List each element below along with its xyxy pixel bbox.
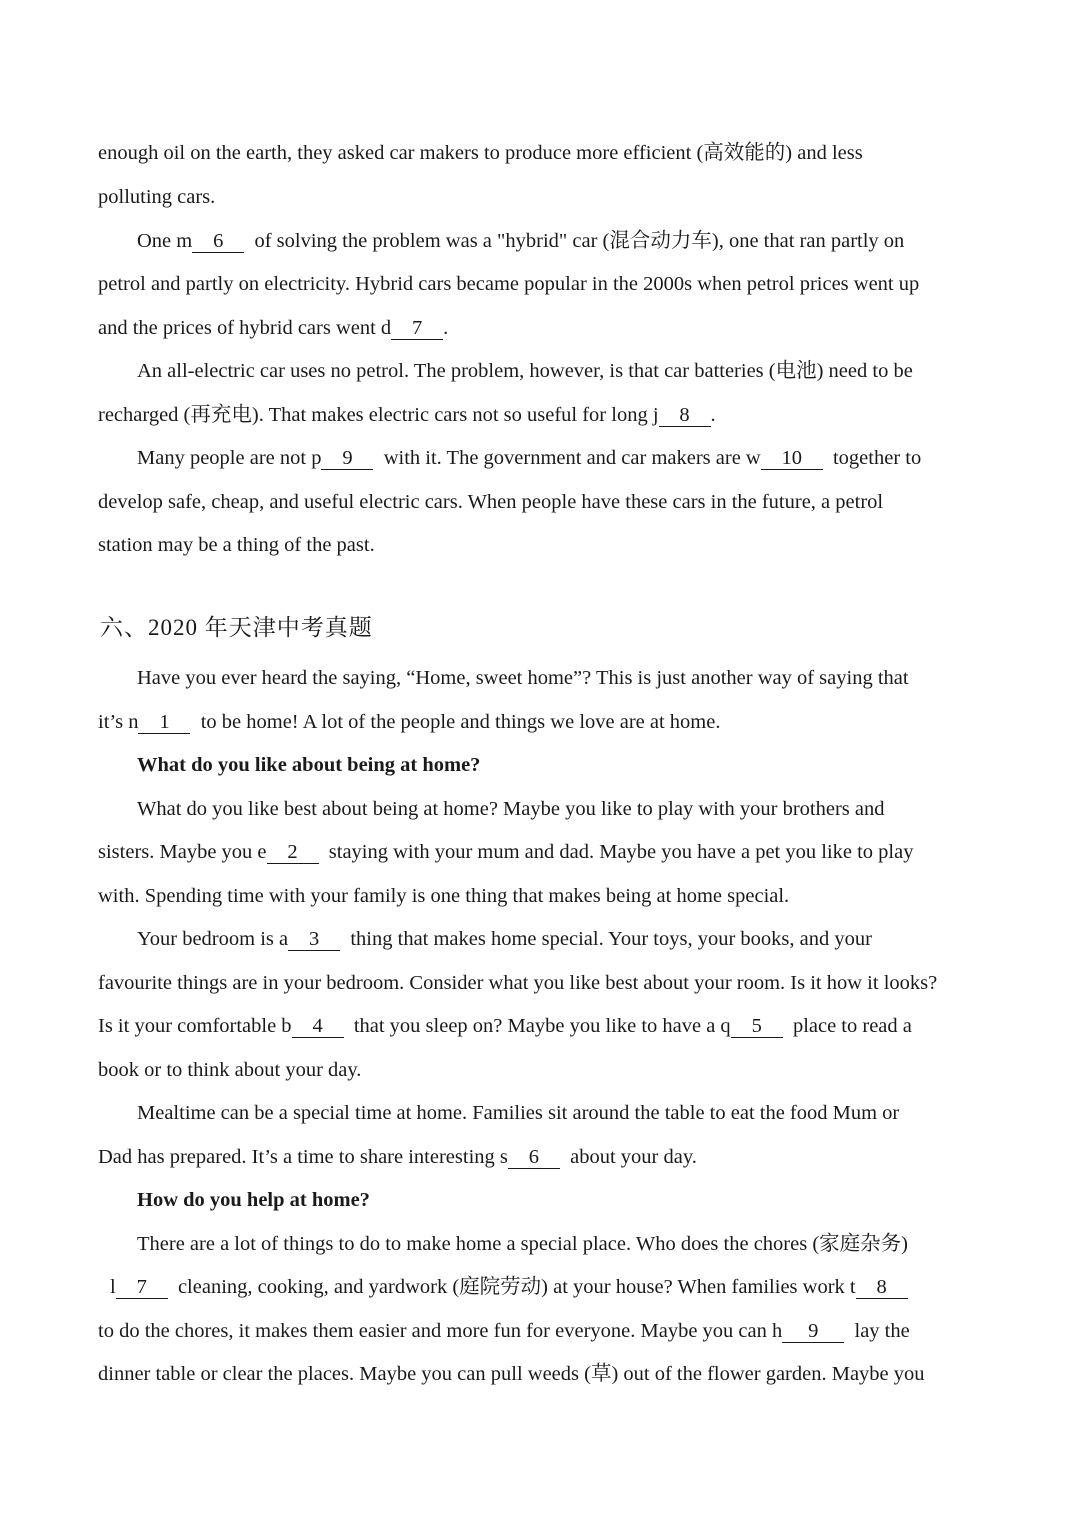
text-segment: One m	[137, 230, 193, 252]
text-segment: about your day.	[570, 1146, 697, 1168]
blank-9: 9	[782, 1320, 844, 1343]
text-line: station may be a thing of the past.	[98, 534, 375, 556]
blank-7: 7	[391, 317, 443, 340]
text-line: Mealtime can be a special time at home. Families sit around the table to eat the food Mum or	[137, 1102, 900, 1124]
text-line: petrol and partly on electricity. Hybrid cars became popular in the 2000s when petrol prices went up	[98, 273, 920, 295]
text-line	[98, 402, 716, 428]
text-line: develop safe, cheap, and useful electric cars. When people have these cars in the future, a petrol	[98, 491, 884, 513]
text-segment: that you sleep on? Maybe you like to have a q	[353, 1015, 731, 1037]
text-segment: sisters. Maybe you e	[98, 841, 267, 863]
text-segment: lay the	[854, 1320, 910, 1342]
text-segment: .	[443, 317, 449, 339]
text-line: favourite things are in your bedroom. Consider what you like best about your room. Is it how it looks?	[98, 972, 938, 994]
text-line: An all-electric car uses no petrol. The problem, however, is that car batteries (电池) need to be	[137, 360, 913, 382]
text-line	[98, 839, 913, 865]
text-segment: Dad has prepared. It’s a time to share interesting s	[98, 1146, 508, 1168]
blank-4: 4	[292, 1015, 344, 1038]
text-segment: of solving the problem was a "hybrid" car (混合动力车), one that ran partly on	[254, 230, 905, 252]
text-line: There are a lot of things to do to make home a special place. Who does the chores (家庭杂务)	[137, 1233, 908, 1255]
text-line: book or to think about your day.	[98, 1059, 362, 1081]
text-line: What do you like best about being at home? Maybe you like to play with your brothers and	[137, 798, 885, 820]
text-segment: cleaning, cooking, and yardwork (庭院劳动) at your house? When families work t	[177, 1276, 856, 1298]
section-heading: 六、2020 年天津中考真题	[100, 615, 373, 640]
text-line	[137, 445, 921, 471]
text-line: enough oil on the earth, they asked car makers to produce more efficient (高效能的) and less	[98, 142, 863, 164]
blank-10: 10	[761, 447, 823, 470]
text-line	[137, 228, 904, 254]
text-segment: to do the chores, it makes them easier and more fun for everyone. Maybe you can h	[98, 1320, 783, 1342]
text-segment: to be home! A lot of the people and things we love are at home.	[200, 711, 721, 733]
text-line	[98, 1144, 697, 1170]
text-segment: Many people are not p	[137, 447, 322, 469]
text-segment: Your bedroom is a	[137, 928, 289, 950]
blank-6: 6	[192, 230, 244, 253]
text-segment: Is it your comfortable b	[98, 1015, 292, 1037]
text-line	[110, 1274, 908, 1300]
text-segment: .	[710, 404, 716, 426]
text-line: dinner table or clear the places. Maybe you can pull weeds (草) out of the flower garden. Maybe you	[98, 1363, 925, 1385]
blank-7: 7	[116, 1276, 168, 1299]
blank-1: 1	[138, 711, 190, 734]
text-line	[98, 1318, 910, 1344]
blank-6: 6	[508, 1146, 560, 1169]
text-line: polluting cars.	[98, 186, 216, 208]
text-segment: it’s n	[98, 711, 139, 733]
blank-9: 9	[321, 447, 373, 470]
blank-2: 2	[267, 841, 319, 864]
text-segment: thing that makes home special. Your toys, your books, and your	[350, 928, 872, 950]
blank-5: 5	[731, 1015, 783, 1038]
subheading: How do you help at home?	[137, 1189, 370, 1211]
text-line	[98, 709, 720, 735]
text-line: Have you ever heard the saying, “Home, sweet home”? This is just another way of saying that	[137, 667, 909, 689]
blank-3: 3	[288, 928, 340, 951]
text-segment: and the prices of hybrid cars went d	[98, 317, 392, 339]
text-segment: with it. The government and car makers are w	[383, 447, 761, 469]
text-segment: l	[110, 1276, 116, 1298]
text-line	[98, 1013, 912, 1039]
subheading: What do you like about being at home?	[137, 754, 481, 776]
text-segment: staying with your mum and dad. Maybe you have a pet you like to play	[328, 841, 914, 863]
text-segment: recharged (再充电). That makes electric cars not so useful for long j	[98, 404, 659, 426]
text-segment: together to	[832, 447, 922, 469]
text-line	[98, 315, 448, 341]
blank-8: 8	[856, 1276, 908, 1299]
text-segment: place to read a	[792, 1015, 912, 1037]
text-line: with. Spending time with your family is one thing that makes being at home special.	[98, 885, 790, 907]
text-line	[137, 926, 872, 952]
blank-8: 8	[659, 404, 711, 427]
